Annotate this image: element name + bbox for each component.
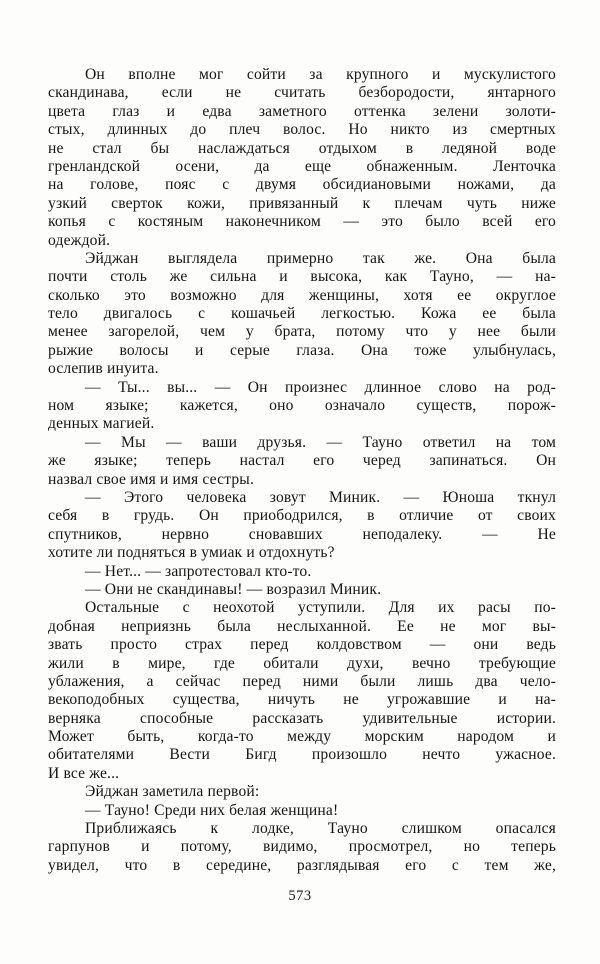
text-line: Эйджан заметила первой: <box>85 783 260 801</box>
paragraph <box>48 599 556 783</box>
text-line: добная неприязнь была неслыханной. Ее не мог вы- <box>48 617 556 635</box>
text-line: — Они не скандинавы! — возразил Миник. <box>85 580 382 598</box>
text-line: копья с костяным наконечником — это было всей его <box>48 213 556 231</box>
text-block <box>48 66 556 875</box>
text-line: обитателями Вести Бигд произошло нечто ужасное. <box>48 746 556 764</box>
text-line: рыжие волосы и серые глаза. Она тоже улыбнулась, <box>48 341 556 359</box>
text-line: денных магией. <box>48 415 155 433</box>
text-line: Может быть, когда-то между морским народом и <box>48 728 556 746</box>
paragraph <box>48 66 556 250</box>
text-line: гарпунов и потому, видимо, просмотрел, но теперь <box>48 838 556 856</box>
text-line: верняка способные рассказать удивительные истории. <box>48 709 556 727</box>
text-line: почти столь же сильна и высока, как Тауно, — на- <box>48 268 556 286</box>
text-line: Он вполне мог сойти за крупного и мускулистого <box>85 66 556 83</box>
text-line: — Мы — ваши друзья. — Тауно ответил на том <box>85 433 556 451</box>
text-line: И все же... <box>48 764 120 782</box>
text-line: Эйджан выглядела примерно так же. Она была <box>85 249 556 267</box>
text-line: назвал свое имя и имя сестры. <box>48 470 254 488</box>
text-line: — Тауно! Среди них белая женщина! <box>85 801 339 819</box>
paragraph <box>48 820 556 875</box>
text-line: векоподобных существа, ничуть не угрожавшие и на- <box>48 691 556 709</box>
paragraph <box>48 250 556 379</box>
text-line: одеждой. <box>48 231 111 249</box>
text-line: сколько это возможно для женщины, хотя ее округлое <box>48 286 556 304</box>
text-line: ном языке; кажется, оно означало существ, порож- <box>48 397 556 415</box>
paragraph <box>48 563 556 581</box>
text-line: ослепив инуита. <box>48 360 159 378</box>
text-line: гренландской осени, да еще обнаженным. Ленточка <box>48 157 556 175</box>
paragraph <box>48 379 556 434</box>
text-line: — Ты... вы... — Он произнес длинное слово на род- <box>85 378 556 396</box>
text-line: — Нет... — запротестовал кто-то. <box>85 562 312 580</box>
text-line: цвета глаз и едва заметного оттенка зелени золоти- <box>48 102 556 120</box>
text-line: менее загорелой, чем у брата, потому что у нее были <box>48 323 556 341</box>
text-line: стых, длинных до плеч волос. Но никто из смертных <box>48 121 556 139</box>
text-line: же языке; теперь настал его черед запинаться. Он <box>48 452 556 470</box>
page-number: 573 <box>288 888 312 904</box>
text-line: спутников, нервно сновавших неподалеку. — Не <box>48 525 556 543</box>
paragraph <box>48 783 556 801</box>
text-line: скандинава, если не считать безбородости, янтарного <box>48 84 556 102</box>
text-line: увидел, что в середине, разглядывая его с тем же, <box>48 856 556 874</box>
text-line: на голове, пояс с двумя обсидиановыми ножами, да <box>48 176 556 194</box>
text-line: себя в грудь. Он приободрился, в отличие от своих <box>48 507 556 525</box>
text-line: ублажения, а сейчас перед ними были лишь два чело- <box>48 672 556 690</box>
text-line: узкий сверток кожи, привязанный к плечам чуть ниже <box>48 194 556 212</box>
paragraph <box>48 489 556 563</box>
text-line: Остальные с неохотой уступили. Для их расы по- <box>85 599 556 617</box>
text-line: не стал бы наслаждаться отдыхом в ледяной воде <box>48 139 556 157</box>
text-line: Приближаясь к лодке, Тауно слишком опасался <box>85 820 556 838</box>
text-line: жили в мире, где обитали духи, вечно требующие <box>48 654 556 672</box>
paragraph <box>48 802 556 820</box>
paragraph <box>48 581 556 599</box>
text-line: тело двигалось с кошачьей легкостью. Кожа ее была <box>48 305 556 323</box>
text-line: хотите ли подняться в умиак и отдохнуть? <box>48 544 335 562</box>
paragraph <box>48 434 556 489</box>
text-line: звать просто страх перед колдовством — они ведь <box>48 636 556 654</box>
text-line: — Этого человека зовут Миник. — Юноша ткнул <box>85 488 556 506</box>
